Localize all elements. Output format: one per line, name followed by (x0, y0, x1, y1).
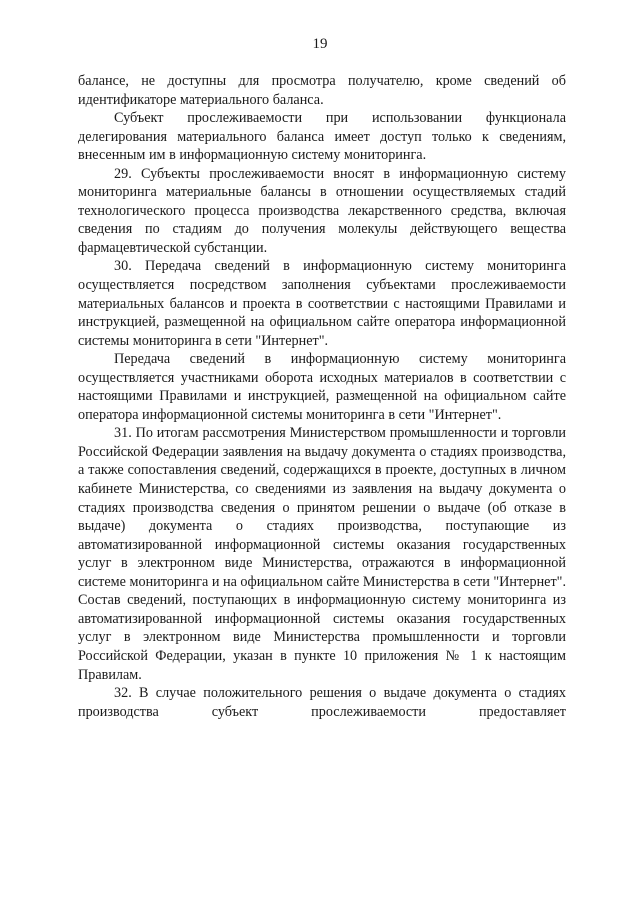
paragraph-item-31: 31. По итогам рассмотрения Министерством промышленности и торговли Российской Федерации заявления на выдачу документа о стадиях производства, а также сопоставления сведений, содержащихся в проекте, доступных в личном кабинете Министерства, со сведениями из заявления на выдачу документа о стадиях производства сведения о принятом решении о выдаче (об отказе в выдаче) документа о стадиях производства, поступающие из автоматизированной информационной системы оказания государственных услуг в электронном виде Министерства, отражаются в информационной системе мониторинга и на официальном сайте Министерства в сети "Интернет". Состав сведений, поступающих в информационную систему мониторинга из автоматизированной информационной системы оказания государственных услуг в электронном виде Министерства промышленности и торговли Российской Федерации, указан в пункте 10 приложения № 1 к настоящим Правилам. (78, 425, 566, 683)
paragraph-item-30-continuation: Передача сведений в информационную систему мониторинга осуществляется участниками оборота исходных материалов в соответствии с настоящими Правилами и инструкцией, размещенной на официальном сайте оператора информационной системы мониторинга в сети "Интернет". (78, 351, 566, 423)
paragraph-balance-continuation: балансе, не доступны для просмотра получателю, кроме сведений об идентификаторе материального баланса. (78, 73, 566, 108)
paragraph-item-30: 30. Передача сведений в информационную систему мониторинга осуществляется посредством заполнения субъектами прослеживаемости материальных балансов и проекта в соответствии с настоящими Правилами и инструкцией, размещенной на официальном сайте оператора информационной системы мониторинга в сети "Интернет". (78, 258, 566, 349)
paragraph-item-29: 29. Субъекты прослеживаемости вносят в информационную систему мониторинга материальные балансы в отношении осуществляемых стадий технологического процесса производства лекарственного средства, включая сведения по стадиям до получения молекулы действующего вещества фармацевтической субстанции. (78, 165, 566, 256)
page-number: 19 (312, 36, 328, 52)
paragraph-item-32: 32. В случае положительного решения о выдаче документа о стадиях производства субъект прослеживаемости предоставляет (78, 685, 566, 720)
document-body (78, 72, 566, 721)
paragraph-delegation-access: Субъект прослеживаемости при использовании функционала делегирования материального баланса имеет доступ только к сведениям, внесенным им в информационную систему мониторинга. (78, 110, 566, 164)
